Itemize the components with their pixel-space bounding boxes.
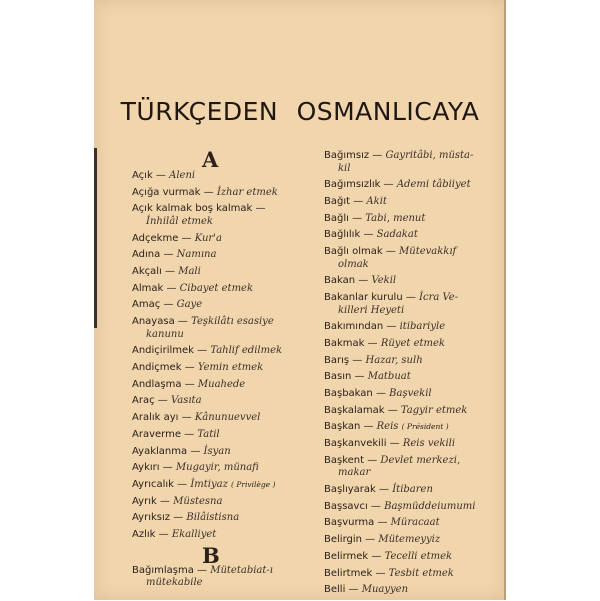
entry-dash: — <box>184 362 195 374</box>
entry-translation: Kur'a <box>194 232 222 244</box>
entry-headword: Bağlı olmak <box>324 246 383 258</box>
entry-dash: — <box>158 528 169 540</box>
entry-dash: — <box>163 249 174 261</box>
entry-dash: — <box>387 404 398 416</box>
entry-headword: Ayrık <box>132 495 157 507</box>
entry-headword: Başbakan <box>324 388 373 400</box>
entry-translation-continued: kil <box>338 162 351 174</box>
dictionary-entry <box>132 395 310 408</box>
entry-headword: Bakanlar kurulu <box>324 292 403 303</box>
dictionary-entry <box>132 345 310 358</box>
dictionary-entry <box>324 501 496 514</box>
dictionary-entry <box>132 512 310 525</box>
entry-headword: Bağımsız <box>324 150 370 161</box>
dictionary-entry <box>324 275 496 288</box>
entry-translation: Tecelli etmek <box>384 550 453 562</box>
entry-headword: Amaç <box>132 299 161 311</box>
entry-translation: Devlet merkezi, <box>380 454 461 466</box>
entry-headword: Andlaşma <box>132 378 182 390</box>
entry-translation: Muayyen <box>361 584 409 596</box>
entry-headword: Bağlı <box>324 212 349 224</box>
dictionary-entry <box>324 179 496 192</box>
entry-headword: Anayasa <box>132 316 175 328</box>
entry-headword: Bağımsızlık <box>324 179 381 191</box>
entry-headword: Açığa vurmak <box>132 186 201 198</box>
page-edge <box>504 0 506 600</box>
dictionary-entry <box>132 362 310 375</box>
entry-note: ( Président ) <box>401 422 449 432</box>
entry-headword: Aykırı <box>132 462 160 474</box>
dictionary-entry <box>324 229 496 242</box>
entry-translation: İtibaren <box>392 484 433 496</box>
dictionary-entry <box>132 187 310 200</box>
entry-translation: İmtiyaz <box>190 478 228 490</box>
entry-dash: — <box>375 388 386 400</box>
entry-headword: Belirmek <box>324 550 369 562</box>
entry-headword: Ayrıksız <box>132 512 170 524</box>
dictionary-entry <box>132 283 310 296</box>
dictionary-entry <box>324 150 496 175</box>
entry-translation: İcra Ve- <box>419 292 459 303</box>
entry-translation: Rüyet etmek <box>380 337 445 349</box>
entry-headword: Barış <box>324 354 350 366</box>
entry-headword: Bağımlaşma <box>132 564 194 576</box>
entry-headword: Bakmak <box>324 337 365 349</box>
dictionary-entry <box>132 446 310 459</box>
dictionary-entry <box>132 412 310 425</box>
entry-dash: — <box>203 186 214 198</box>
section-letter-a: A <box>202 147 220 172</box>
entry-headword: Bağlılık <box>324 229 361 241</box>
entry-headword: Aralık ayı <box>132 412 179 424</box>
entry-headword: Başsavcı <box>324 500 368 512</box>
entry-dash: — <box>190 445 201 457</box>
dictionary-entry <box>132 496 310 509</box>
entry-dash: — <box>348 584 359 596</box>
entry-translation: Tatil <box>197 428 220 440</box>
entry-headword: Başkanvekili <box>324 438 387 450</box>
dictionary-entry <box>132 462 310 475</box>
dictionary-entry <box>324 551 496 564</box>
dictionary-entry <box>132 266 310 279</box>
page-title: TÜRKÇEDEN OSMANLICAYA <box>120 97 480 126</box>
entry-translation: Tabi, menut <box>365 212 426 224</box>
dictionary-entry <box>324 584 496 597</box>
entry-translation: Gayritâbi, müsta- <box>385 150 474 161</box>
entry-dash: — <box>352 354 363 366</box>
binding-edge <box>94 148 97 328</box>
dictionary-entry <box>324 196 496 209</box>
entry-dash: — <box>173 512 184 524</box>
entry-translation: Reis <box>376 421 399 433</box>
dictionary-entry <box>324 438 496 451</box>
dictionary-entry <box>132 565 310 590</box>
entry-translation: Sadakat <box>376 229 418 241</box>
entry-headword: Araç <box>132 395 155 407</box>
entry-dash: — <box>363 229 374 241</box>
dictionary-entry <box>324 355 496 368</box>
entry-headword: Belirgin <box>324 534 362 546</box>
entry-headword: Araverme <box>132 428 181 440</box>
entry-headword: Adçekme <box>132 232 179 244</box>
entry-dash: — <box>367 454 378 466</box>
entry-headword: Akçalı <box>132 266 162 278</box>
dictionary-entry <box>132 429 310 442</box>
entry-dash: — <box>379 484 390 496</box>
dictionary-entry <box>324 338 496 351</box>
entry-headword: Başkent <box>324 454 365 466</box>
entry-dash: — <box>184 378 195 390</box>
dictionary-entry <box>324 321 496 334</box>
entry-dash: — <box>370 500 381 512</box>
dictionary-entry <box>324 292 496 317</box>
entry-translation-continued: killeri Heyeti <box>338 304 405 316</box>
dictionary-entry <box>324 455 496 480</box>
entry-headword: Belli <box>324 584 346 596</box>
entry-headword: Basın <box>324 371 352 383</box>
entry-translation: Muahede <box>197 378 246 390</box>
entry-dash: — <box>371 550 382 562</box>
entry-dash: — <box>197 345 208 357</box>
dictionary-entry <box>324 213 496 226</box>
entry-headword: Almak <box>132 282 164 294</box>
entry-dash: — <box>155 170 166 181</box>
entry-dash: — <box>372 150 383 161</box>
entry-dash: — <box>165 266 176 278</box>
entry-headword: Başvurma <box>324 517 375 529</box>
section-letter-b: B <box>202 542 221 568</box>
entry-headword: Ayaklanma <box>132 445 188 457</box>
entry-headword: Başlıyarak <box>324 484 376 496</box>
dictionary-entry <box>132 233 310 246</box>
entry-translation: Tagyir etmek <box>400 404 468 416</box>
book-page <box>94 0 506 600</box>
entry-dash: — <box>354 371 365 383</box>
entry-headword: Ayrıcalık <box>132 478 174 490</box>
entry-translation: Başvekil <box>389 388 432 400</box>
entry-dash: — <box>181 412 192 424</box>
entry-dash: — <box>352 212 363 224</box>
dictionary-entry <box>324 484 496 497</box>
entry-translation: İzhar etmek <box>216 186 278 198</box>
entry-translation: Tesbit etmek <box>388 567 454 579</box>
entry-translation: Kânunuevvel <box>194 412 261 424</box>
entry-dash: — <box>177 478 188 490</box>
entry-headword: Andiçmek <box>132 362 182 374</box>
entry-dash: — <box>159 495 170 507</box>
entry-dash: — <box>197 564 208 576</box>
entry-translation: Mütetabiat-ı <box>210 564 273 576</box>
entry-translation: Teşkilâtı esasiye <box>191 316 274 328</box>
entry-translation-continued: kanunu <box>146 328 184 340</box>
dictionary-entry <box>324 405 496 418</box>
entry-headword: Bakan <box>324 275 356 287</box>
entry-dash: — <box>365 534 376 546</box>
entry-headword: Bakımından <box>324 321 384 333</box>
entry-translation: Gaye <box>176 299 203 311</box>
dictionary-entry <box>132 529 310 542</box>
entry-translation: İsyan <box>203 445 231 457</box>
entry-dash: — <box>255 203 266 215</box>
entry-translation-continued: mütekabile <box>146 577 203 589</box>
dictionary-entry <box>324 517 496 530</box>
entry-translation: Müracaat <box>390 517 440 529</box>
left-column <box>132 147 310 594</box>
entry-translation: Mütemeyyiz <box>378 534 441 546</box>
entry-translation: itibariyle <box>399 321 446 333</box>
entry-translation: Hazar, sulh <box>365 354 423 366</box>
entry-translation: Akit <box>366 195 387 207</box>
entry-dash: — <box>162 462 173 474</box>
entry-translation: Vasıta <box>170 395 202 407</box>
entry-translation-continued: İnhilâl etmek <box>146 215 213 227</box>
entry-translation: Mütevakkıf <box>399 246 457 258</box>
entry-translation: Ekalliyet <box>171 528 217 540</box>
entry-translation: Bilâistisna <box>186 512 240 524</box>
entry-translation: Mali <box>178 266 201 278</box>
dictionary-entry <box>324 568 496 581</box>
entry-dash: — <box>181 232 192 244</box>
entry-headword: Açık kalmak boş kalmak <box>132 203 253 215</box>
entry-translation: Reis vekili <box>402 438 456 450</box>
entry-dash: — <box>166 282 177 294</box>
entry-dash: — <box>157 395 168 407</box>
dictionary-entry <box>324 246 496 271</box>
entry-list-b <box>132 565 310 590</box>
entry-translation: Namına <box>176 249 217 261</box>
entry-translation: Aleni <box>169 170 196 181</box>
entry-translation-continued: makar <box>338 467 371 479</box>
entry-headword: Andiçirilmek <box>132 345 194 357</box>
entry-note: ( Privilège ) <box>231 479 276 489</box>
entry-dash: — <box>383 179 394 191</box>
entry-dash: — <box>363 421 374 433</box>
entry-translation: Cibayet etmek <box>179 282 254 294</box>
entry-translation: Yemin etmek <box>197 362 264 374</box>
entry-dash: — <box>184 428 195 440</box>
entry-list-a <box>132 170 310 542</box>
dictionary-entry <box>132 316 310 341</box>
entry-headword: Bağıt <box>324 195 351 207</box>
entry-dash: — <box>163 299 174 311</box>
entry-translation: Başmüddeiumumi <box>384 500 476 512</box>
entry-dash: — <box>385 246 396 258</box>
entry-dash: — <box>389 438 400 450</box>
entry-dash: — <box>353 195 364 207</box>
entry-dash: — <box>367 337 378 349</box>
entry-headword: Belirtmek <box>324 567 373 579</box>
entry-dash: — <box>386 321 397 333</box>
entry-translation-continued: olmak <box>338 258 369 270</box>
entry-translation: Vekil <box>371 275 397 287</box>
entry-dash: — <box>375 567 386 579</box>
entry-headword: Adına <box>132 249 161 261</box>
entry-dash: — <box>377 517 388 529</box>
entry-translation: Tahlif edilmek <box>210 345 283 357</box>
entry-headword: Başkan <box>324 421 361 433</box>
entry-translation: Ademi tâbiiyet <box>396 179 471 191</box>
entry-list-right <box>324 150 496 597</box>
dictionary-entry <box>132 249 310 262</box>
dictionary-entry <box>132 170 310 183</box>
dictionary-entry <box>132 379 310 392</box>
entry-dash: — <box>358 275 369 287</box>
dictionary-entry <box>324 371 496 384</box>
right-column <box>324 150 496 601</box>
entry-translation: Mugayir, münafi <box>175 462 259 474</box>
dictionary-entry <box>132 299 310 312</box>
dictionary-entry <box>324 421 496 434</box>
entry-dash: — <box>177 316 188 328</box>
dictionary-entry <box>132 479 310 492</box>
dictionary-entry <box>132 203 310 228</box>
entry-translation: Müstesna <box>173 495 223 507</box>
dictionary-entry <box>324 534 496 547</box>
entry-headword: Başkalamak <box>324 404 385 416</box>
entry-dash: — <box>405 292 416 303</box>
dictionary-entry <box>324 388 496 401</box>
entry-translation: Matbuat <box>367 371 411 383</box>
entry-headword: Açık <box>132 170 153 181</box>
entry-headword: Azlık <box>132 528 156 540</box>
